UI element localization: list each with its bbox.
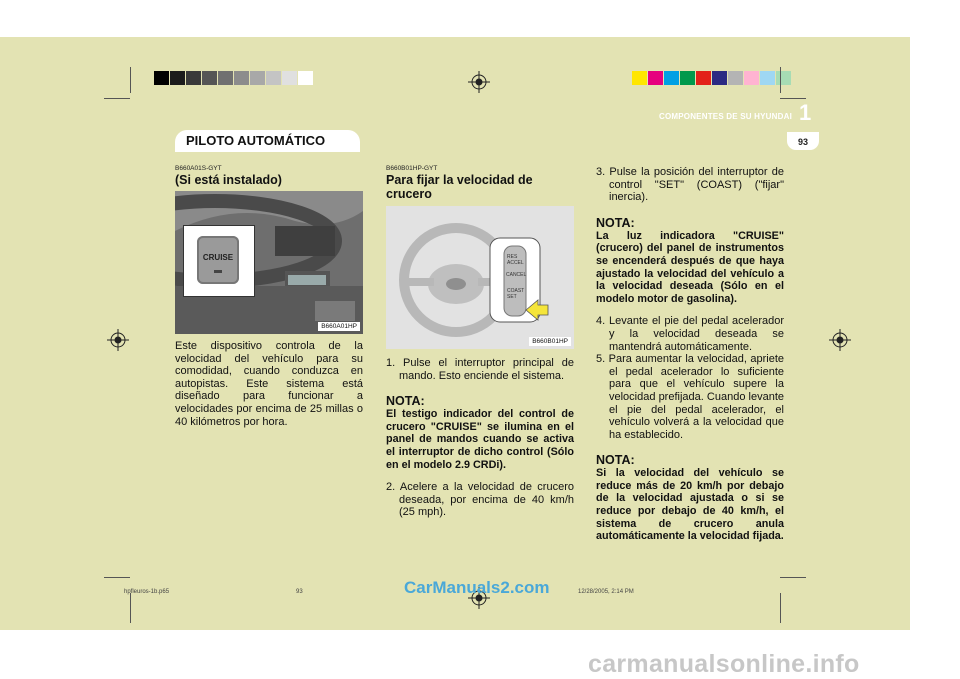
color-swatch xyxy=(760,71,775,85)
color-swatch xyxy=(266,71,281,85)
crop-mark xyxy=(780,593,781,623)
color-swatch xyxy=(680,71,695,85)
note-body: El testigo indicador del control de crucero "CRUISE" se ilumina en el panel de mandos cuando se activa el interruptor de dicho control (Sólo en el modelo 2.9 CRDi). xyxy=(386,408,574,471)
crop-mark xyxy=(104,577,130,578)
color-swatch xyxy=(696,71,711,85)
grayscale-swatches xyxy=(154,71,314,85)
column-heading: (Si está instalado) xyxy=(175,173,282,187)
color-swatch xyxy=(648,71,663,85)
photo-label: B660B01HP xyxy=(529,337,571,346)
steering-wheel-illustration xyxy=(386,206,574,349)
step-5: 5. Para aumentar la velocidad, apriete el pedal acelerador lo suficiente para que el vehículo supere la velocidad prefijada. Cuando levante el pie del pedal acelerador, el vehículo volverá a la velocidad que ha establecido. xyxy=(596,353,784,441)
step-4: 4. Levante el pie del pedal acelerador y la velocidad deseada se mantendrá automáticamente. xyxy=(596,315,784,353)
page-number-badge: 93 xyxy=(787,132,819,150)
registration-mark-icon xyxy=(829,329,851,351)
crop-mark xyxy=(780,577,806,578)
crop-mark xyxy=(104,98,130,99)
reference-code: B660B01HP-GYT xyxy=(386,165,438,172)
color-swatch xyxy=(170,71,185,85)
steering-photo xyxy=(386,206,574,349)
color-swatch xyxy=(632,71,647,85)
section-header: COMPONENTES DE SU HYUNDAI xyxy=(658,112,792,121)
footer-filename: hpfleuros-1b.p65 xyxy=(124,589,170,595)
footer-page: 93 xyxy=(296,589,303,595)
color-swatch xyxy=(250,71,265,85)
footer-date: 12/28/2005, 2:14 PM xyxy=(578,589,634,595)
step-2: 2. Acelere a la velocidad de crucero deseada, por encima de 40 km/h (25 mph). xyxy=(386,481,574,519)
crop-mark xyxy=(130,593,131,623)
color-swatch xyxy=(218,71,233,85)
color-swatch xyxy=(186,71,201,85)
cruise-button xyxy=(197,236,239,284)
crop-mark xyxy=(780,67,781,93)
color-swatch xyxy=(154,71,169,85)
registration-mark-icon xyxy=(468,71,490,93)
color-swatch xyxy=(234,71,249,85)
note-title: NOTA: xyxy=(596,215,635,230)
photo-label: B660A01HP xyxy=(318,322,360,331)
color-swatch xyxy=(712,71,727,85)
column-3 xyxy=(596,166,784,543)
switch-label: CANCEL xyxy=(506,272,527,278)
color-swatch xyxy=(744,71,759,85)
crop-mark xyxy=(780,98,806,99)
note-title: NOTA: xyxy=(386,394,425,409)
note-body: Si la velocidad del vehículo se reduce más de 20 km/h por debajo de la velocidad ajustada o si se reduce por debajo de 40 km/h, el sistema de crucero anula automáticamente la velocidad fijada. xyxy=(596,467,784,543)
color-swatch xyxy=(728,71,743,85)
step-1: 1. Pulse el interruptor principal de mando. Esto enciende el sistema. xyxy=(386,357,574,382)
body-text: Este dispositivo controla de la velocidad del vehículo para su comodidad, cuando conduzca en autopistas. Este sistema está diseñado para funcionar a velocidades por encima de 25 millas o 40 kilómetros por hora. xyxy=(175,340,363,428)
registration-mark-icon xyxy=(107,329,129,351)
reference-code: B660A01S-GYT xyxy=(175,165,222,172)
chapter-number: 1 xyxy=(799,100,812,125)
column-heading: Para fijar la velocidad de crucero xyxy=(386,173,533,201)
note-title: NOTA: xyxy=(596,453,635,468)
section-title: PILOTO AUTOMÁTICO xyxy=(186,133,326,148)
color-swatch xyxy=(664,71,679,85)
indicator-light xyxy=(214,270,222,273)
cruise-button-inset xyxy=(183,225,255,297)
note-body: La luz indicadora "CRUISE" (crucero) del panel de instrumentos se encenderá después de que haya ajustado la velocidad del vehículo a la velocidad deseada (Sólo en el modelo motor de gasolina). xyxy=(596,229,784,305)
column-2 xyxy=(386,165,574,519)
switch-label: RES ACCEL xyxy=(507,254,524,266)
color-swatch xyxy=(202,71,217,85)
color-swatch xyxy=(298,71,313,85)
color-swatch xyxy=(776,71,791,85)
site-watermark: carmanualsonline.info xyxy=(588,650,860,678)
color-swatches xyxy=(632,71,792,85)
cruise-button-label: CRUISE xyxy=(202,253,234,262)
color-swatch xyxy=(282,71,297,85)
carmanuals-watermark: CarManuals2.com xyxy=(404,578,550,597)
column-1 xyxy=(175,165,363,428)
dashboard-photo xyxy=(175,191,363,334)
crop-mark xyxy=(130,67,131,93)
step-3: 3. Pulse la posición del interruptor de control "SET" (COAST) ("fijar" inercia). xyxy=(596,166,784,204)
switch-label: COAST SET xyxy=(507,288,525,300)
page-background xyxy=(0,37,910,630)
